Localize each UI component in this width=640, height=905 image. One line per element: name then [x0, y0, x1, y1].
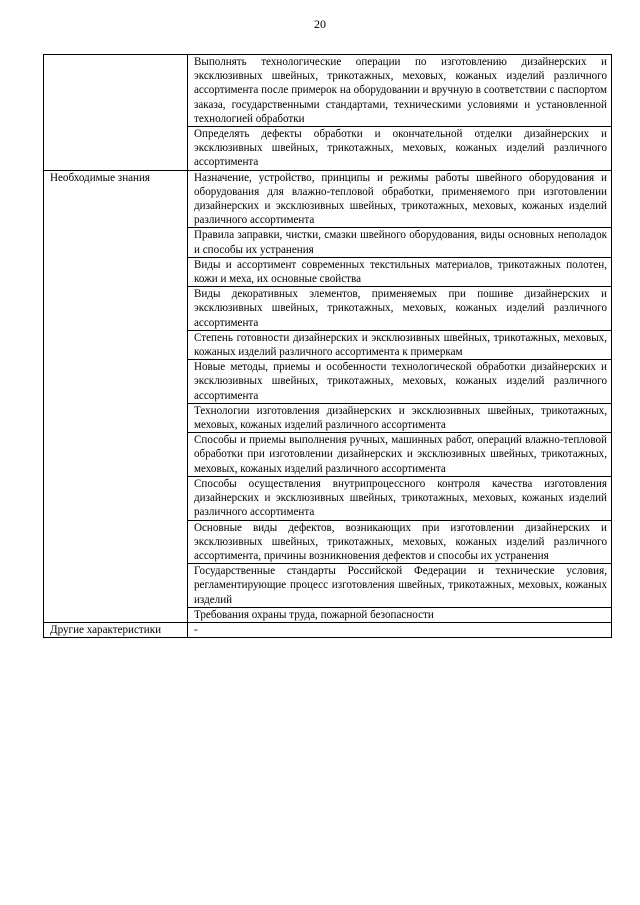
row-content — [188, 170, 612, 622]
list-item: Назначение, устройство, принципы и режимы работы швейного оборудования и оборудования для влажно-тепловой обработки, применяемого при изготовлении дизайнерских и эксклюзивных швейных, трикотажных, меховых, кожаных изделий различного ассортимента — [194, 171, 607, 227]
list-item: Правила заправки, чистки, смазки швейного оборудования, виды основных неполадок и способы их устранения — [188, 227, 611, 256]
row-content — [188, 622, 612, 637]
list-item: Степень готовности дизайнерских и эксклюзивных швейных, трикотажных, меховых, кожаных изделий различного ассортимента к примеркам — [188, 330, 611, 359]
list-item: Государственные стандарты Российской Федерации и технические условия, регламентирующие процесс изготовления швейных, трикотажных, меховых, кожаных изделий — [188, 563, 611, 607]
list-item: Виды декоративных элементов, применяемых при пошиве дизайнерских и эксклюзивных швейных, трикотажных, меховых, кожаных изделий различного ассортимента — [188, 286, 611, 330]
list-item: Выполнять технологические операции по изготовлению дизайнерских и эксклюзивных швейных, трикотажных, меховых, кожаных изделий различного ассортимента после примерок на оборудовании и вручную в соответствии с паспортом заказа, государственными стандартами, техническими условиями и установленной технологией обработки — [194, 56, 607, 125]
row-content — [188, 55, 612, 171]
list-item: Способы осуществления внутрипроцессного контроля качества изготовления дизайнерских и эксклюзивных швейных, трикотажных, меховых, кожаных изделий различного ассортимента — [188, 476, 611, 520]
list-item: Основные виды дефектов, возникающих при изготовлении дизайнерских и эксклюзивных швейных, трикотажных, меховых, кожаных изделий различного ассортимента, причины возникновения дефектов и способы их устранения — [188, 520, 611, 564]
row-label: Необходимые знания — [44, 170, 188, 622]
table-row-skills — [44, 55, 612, 171]
list-item: Новые методы, приемы и особенности технологической обработки дизайнерских и эксклюзивных швейных, трикотажных, меховых, кожаных изделий различного ассортимента — [188, 359, 611, 403]
list-item: - — [194, 623, 198, 636]
table-row-other-characteristics — [44, 622, 612, 637]
table-row-required-knowledge — [44, 170, 612, 622]
work-function-table — [43, 54, 612, 638]
list-item: Виды и ассортимент современных текстильных материалов, трикотажных полотен, кожи и меха, их основные свойства — [188, 257, 611, 286]
page-number: 20 — [314, 17, 326, 31]
row-label: Другие характеристики — [44, 622, 188, 637]
list-item: Способы и приемы выполнения ручных, машинных работ, операций влажно-тепловой обработки при изготовлении дизайнерских и эксклюзивных швейных, трикотажных, меховых, кожаных изделий различного ассортимента — [188, 432, 611, 476]
list-item: Технологии изготовления дизайнерских и эксклюзивных швейных, трикотажных, меховых, кожаных изделий различного ассортимента — [188, 403, 611, 432]
row-label — [44, 55, 188, 171]
list-item: Требования охраны труда, пожарной безопасности — [188, 607, 611, 622]
list-item: Определять дефекты обработки и окончательной отделки дизайнерских и эксклюзивных швейных, трикотажных, меховых, кожаных изделий различного ассортимента — [188, 126, 611, 170]
